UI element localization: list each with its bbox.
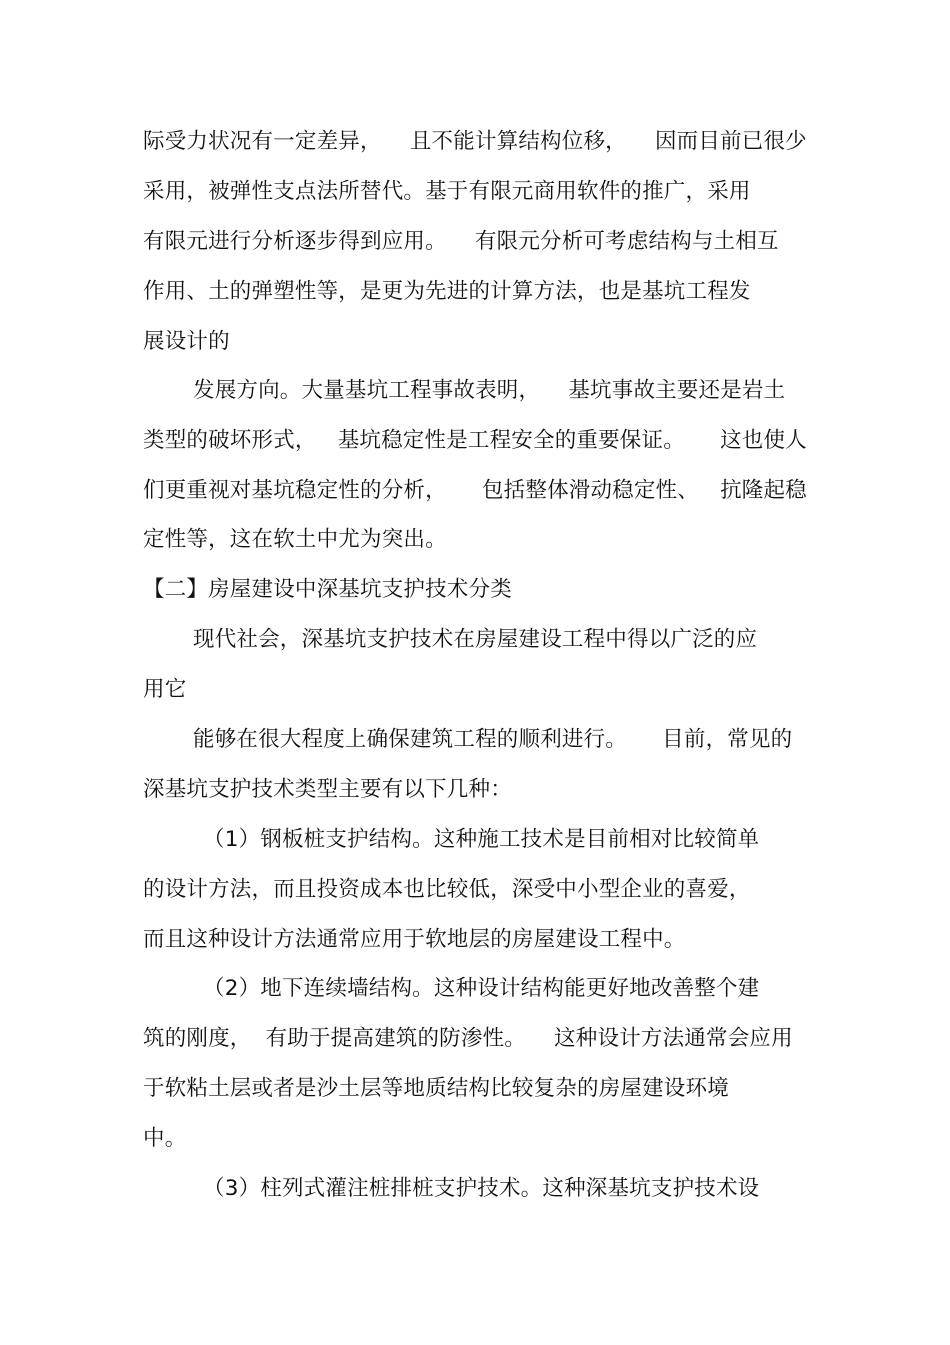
text-line: 深基坑支护技术类型主要有以下几种： [143,777,512,802]
list-item-heading: （3）柱列式灌注桩排桩支护技术。这种深基坑支护技术设 [203,1176,760,1201]
text-line: 现代社会，深基坑支护技术在房屋建设工程中得以广泛的应 [193,627,758,652]
text-line: 用它 [143,677,187,702]
text-line: 采用，被弹性支点法所替代。基于有限元商用软件的推广，采用 [143,179,751,204]
text-line: 的设计方法，而且投资成本也比较低，深受中小型企业的喜爱， [143,877,751,902]
text-line: 筑的刚度， 有助于提高建筑的防渗性。 这种设计方法通常会应用 [143,1026,793,1051]
section-heading: 【二】房屋建设中深基坑支护技术分类 [143,577,512,602]
text-line: 际受力状况有一定差异， 且不能计算结构位移， 因而目前已很少 [143,129,807,154]
text-line: 们更重视对基坑稳定性的分析， 包括整体滑动稳定性、 抗隆起稳 [143,478,807,503]
list-item-heading: （1）钢板桩支护结构。这种施工技术是目前相对比较简单 [203,827,760,852]
list-item-heading: （2）地下连续墙结构。这种设计结构能更好地改善整个建 [203,976,760,1001]
text-line: 于软粘土层或者是沙土层等地质结构比较复杂的房屋建设环境 [143,1076,729,1101]
text-line: 展设计的 [143,329,230,354]
text-line: 而且这种设计方法通常应用于软地层的房屋建设工程中。 [143,927,686,952]
text-line: 定性等，这在软土中尤为突出。 [143,527,447,552]
text-line: 发展方向。大量基坑工程事故表明， 基坑事故主要还是岩土 [193,378,786,403]
text-line: 能够在很大程度上确保建筑工程的顺利进行。 目前，常见的 [193,727,793,752]
text-line: 类型的破坏形式， 基坑稳定性是工程安全的重要保证。 这也使人 [143,428,807,453]
text-line: 中。 [143,1126,187,1151]
text-line: 作用、土的弹塑性等，是更为先进的计算方法，也是基坑工程发 [143,279,751,304]
text-line: 有限元进行分析逐步得到应用。 有限元分析可考虑结构与土相互 [143,229,779,254]
